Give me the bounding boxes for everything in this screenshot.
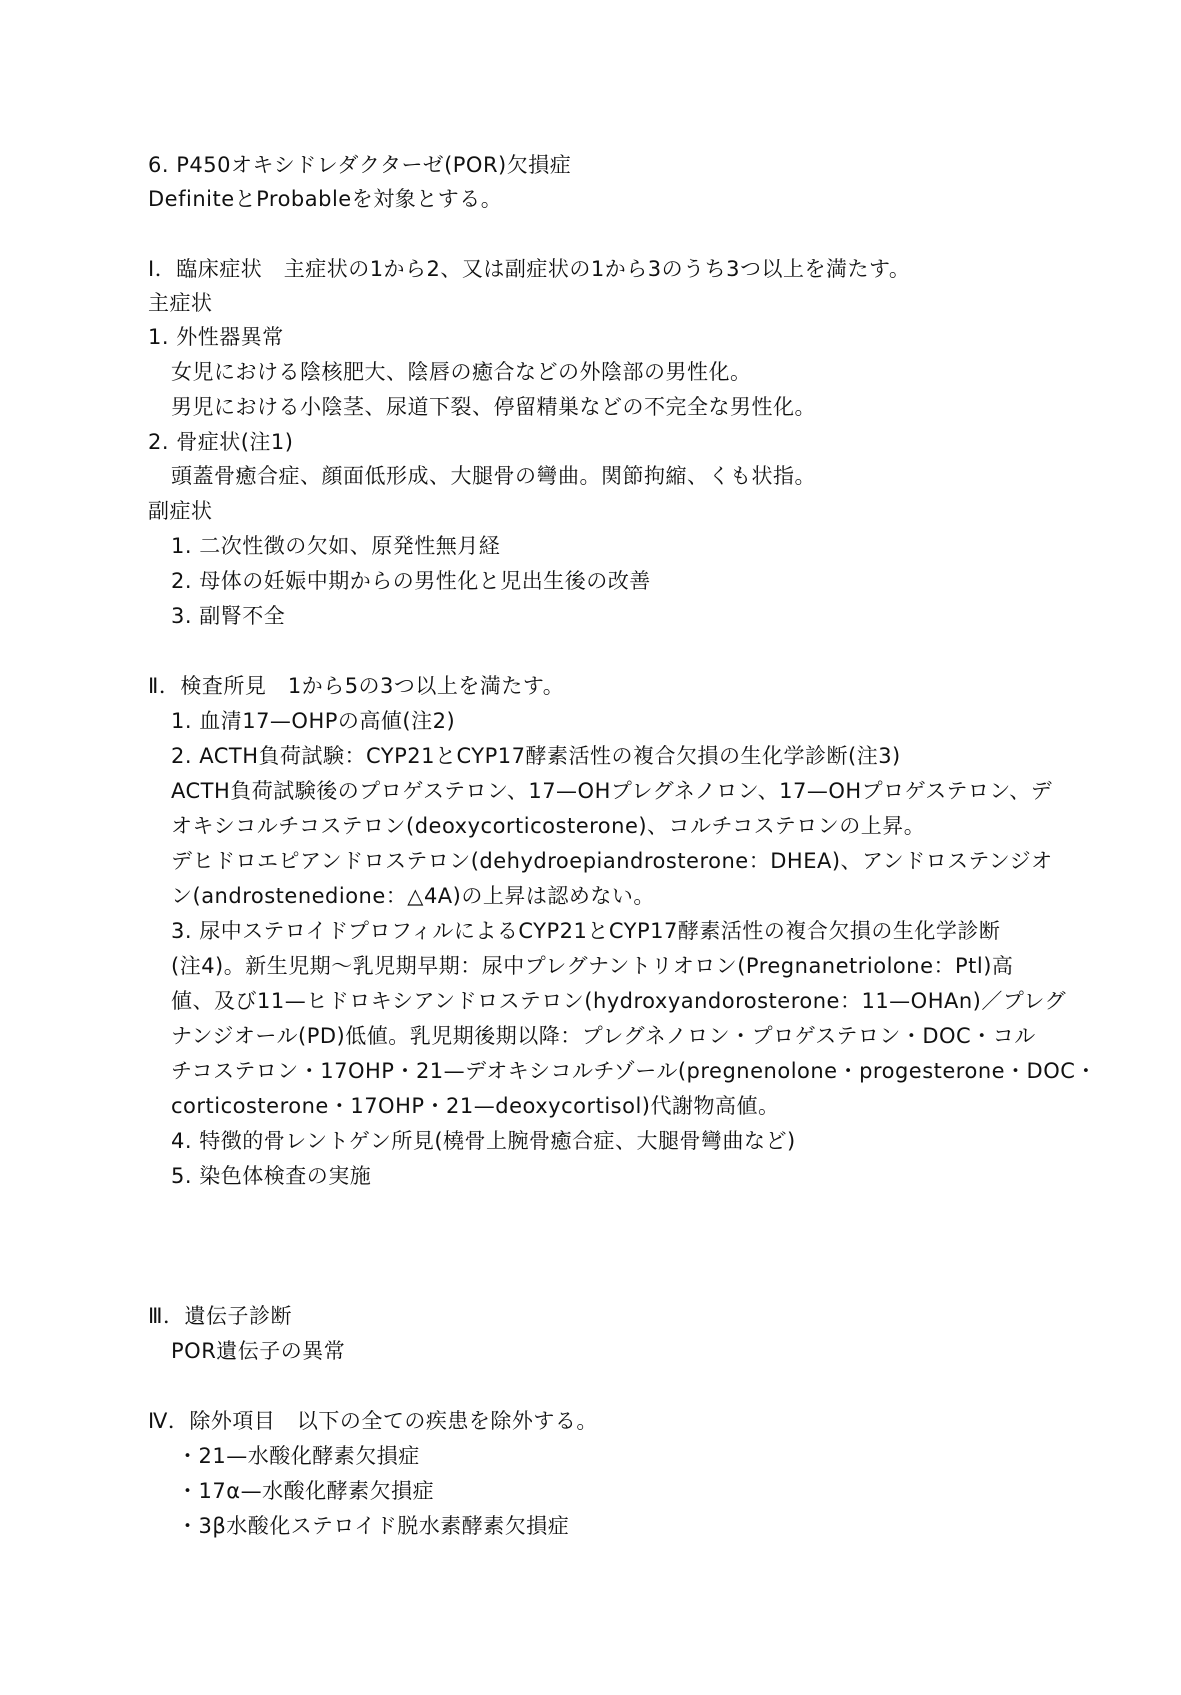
exclusion-item-3: ・3β水酸化ステロイド脱水素酵素欠損症 <box>177 1514 570 1538</box>
sub-symptoms-label: 副症状 <box>148 499 213 523</box>
exclusion-item-2: ・17α—水酸化酵素欠損症 <box>177 1479 435 1503</box>
lab-finding-3-desc-4: チコステロン・17OHP・21—デオキシコルチゾール(pregnenolone・progesterone・DOC・ <box>171 1059 1097 1083</box>
main-symptom-1-line-1: 女児における陰核肥大、陰唇の癒合などの外陰部の男性化。 <box>171 360 752 384</box>
lab-finding-2-desc-2: オキシコルチコステロン(deoxycorticosterone)、コルチコステロンの上昇。 <box>171 814 926 838</box>
lab-finding-3-desc-3: ナンジオール(PD)低値。乳児期後期以降：プレグネノロン・プロゲステロン・DOC・コル <box>171 1024 1036 1048</box>
lab-finding-2: 2. ACTH負荷試験：CYP21とCYP17酵素活性の複合欠損の生化学診断(注3) <box>171 744 901 768</box>
sub-symptom-3: 3. 副腎不全 <box>171 604 286 628</box>
sub-symptom-1: 1. 二次性徴の欠如、原発性無月経 <box>171 534 501 558</box>
lab-finding-4: 4. 特徴的骨レントゲン所見(橈骨上腕骨癒合症、大腿骨彎曲など) <box>171 1129 796 1153</box>
main-symptoms-label: 主症状 <box>148 291 213 315</box>
main-symptom-1-title: 1. 外性器異常 <box>148 325 284 349</box>
section1-heading: Ⅰ．臨床症状 主症状の1から2、又は副症状の1から3のうち3つ以上を満たす。 <box>148 257 911 281</box>
main-symptom-2-line-1: 頭蓋骨癒合症、顔面低形成、大腿骨の彎曲。関節拘縮、くも状指。 <box>171 464 816 488</box>
lab-finding-3: 3. 尿中ステロイドプロフィルによるCYP21とCYP17酵素活性の複合欠損の生化学診断 <box>171 919 1001 943</box>
main-symptom-1-line-2: 男児における小陰茎、尿道下裂、停留精巣などの不完全な男性化。 <box>171 395 816 419</box>
section3-heading: Ⅲ．遺伝子診断 <box>148 1304 292 1328</box>
main-symptom-2-title: 2. 骨症状(注1) <box>148 430 294 454</box>
lab-finding-3-desc-5: corticosterone・17OHP・21—deoxycortisol)代謝物高値。 <box>171 1094 780 1118</box>
lab-finding-5: 5. 染色体検査の実施 <box>171 1164 372 1188</box>
document-title: 6. P450オキシドレダクターゼ(POR)欠損症 <box>148 153 572 177</box>
sub-symptom-2: 2. 母体の妊娠中期からの男性化と児出生後の改善 <box>171 569 651 593</box>
lab-finding-2-desc-4: ン(androstenedione：△4A)の上昇は認めない。 <box>171 884 655 908</box>
lab-finding-3-desc-1: (注4)。新生児期～乳児期早期：尿中プレグナントリオロン(Pregnanetriolone：Ptl)高 <box>171 954 1014 978</box>
lab-finding-3-desc-2: 値、及び11—ヒドロキシアンドロステロン(hydroxyandorosterone：11—OHAn)／プレグ <box>171 989 1067 1013</box>
exclusion-item-1: ・21—水酸化酵素欠損症 <box>177 1444 420 1468</box>
section4-heading: Ⅳ．除外項目 以下の全ての疾患を除外する。 <box>148 1409 598 1433</box>
lab-finding-1: 1. 血清17—OHPの高値(注2) <box>171 709 456 733</box>
lab-finding-2-desc-3: デヒドロエピアンドロステロン(dehydroepiandrosterone：DHEA)、アンドロステンジオ <box>171 849 1053 873</box>
genetic-finding: POR遺伝子の異常 <box>171 1339 346 1363</box>
scope-text: DefiniteとProbableを対象とする。 <box>148 187 503 211</box>
lab-finding-2-desc-1: ACTH負荷試験後のプロゲステロン、17—OHプレグネノロン、17—OHプロゲステロン、デ <box>171 779 1053 803</box>
section2-heading: Ⅱ．検査所見 1から5の3つ以上を満たす。 <box>148 674 565 698</box>
